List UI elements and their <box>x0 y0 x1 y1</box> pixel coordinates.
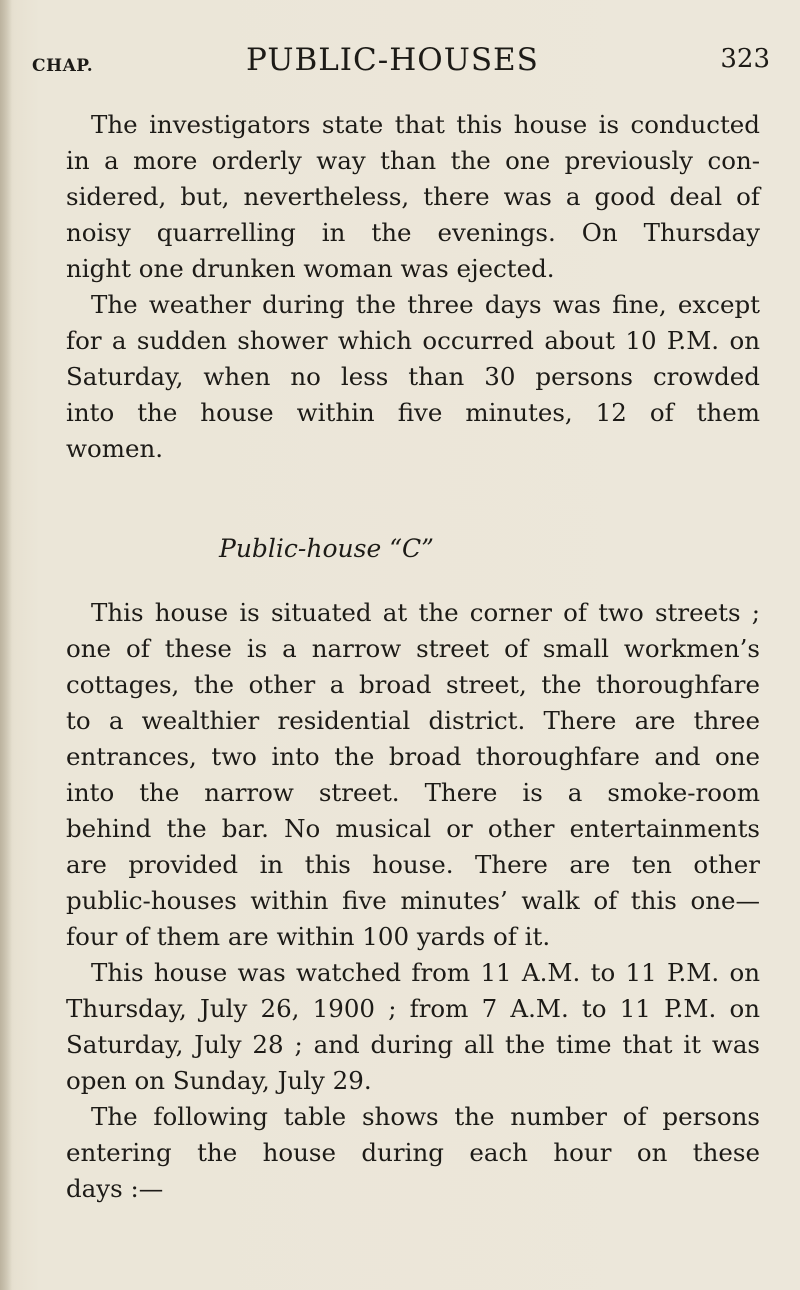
text-line: The weather during the three days was fine, except <box>91 290 760 319</box>
chapter-label: CHAP. <box>32 56 94 76</box>
gutter-shadow <box>0 0 12 1290</box>
text-line: cottages, the other a broad street, the thoroughfare <box>66 670 760 699</box>
text-line: days :— <box>66 1174 164 1203</box>
text-line: in a more orderly way than the one previously con- <box>66 146 760 175</box>
page-header <box>32 42 770 82</box>
text-line: open on Sunday, July 29. <box>66 1066 372 1095</box>
text-line: for a sudden shower which occurred about 10 P.M. on <box>66 326 760 355</box>
text-line: The following table shows the number of persons <box>91 1102 760 1131</box>
text-line: Saturday, July 28 ; and during all the time that it was <box>66 1030 760 1059</box>
running-title: PUBLIC-HOUSES <box>246 42 539 78</box>
text-line: sidered, but, nevertheless, there was a good deal of <box>66 182 760 211</box>
text-line: entrances, two into the broad thoroughfare and one <box>66 742 760 771</box>
text-line: women. <box>66 434 164 463</box>
text-line: into the narrow street. There is a smoke-room <box>66 778 760 807</box>
text-line: noisy quarrelling in the evenings. On Thursday <box>66 218 760 247</box>
section-subheading: Public-house “C” <box>219 534 434 563</box>
text-line: This house is situated at the corner of two streets ; <box>91 598 760 627</box>
text-line: into the house within five minutes, 12 of them <box>66 398 760 427</box>
text-line: entering the house during each hour on these <box>66 1138 760 1167</box>
text-line: night one drunken woman was ejected. <box>66 254 555 283</box>
text-line: to a wealthier residential district. There are three <box>66 706 760 735</box>
text-line: public-houses within five minutes’ walk of this one— <box>66 886 760 915</box>
text-line: behind the bar. No musical or other entertainments <box>66 814 760 843</box>
text-line: are provided in this house. There are ten other <box>66 850 760 879</box>
page-number: 323 <box>720 44 770 74</box>
text-line: Saturday, when no less than 30 persons crowded <box>66 362 760 391</box>
text-line: The investigators state that this house is conducted <box>91 110 760 139</box>
text-line: Thursday, July 26, 1900 ; from 7 A.M. to 11 P.M. on <box>66 994 760 1023</box>
text-line: four of them are within 100 yards of it. <box>66 922 551 951</box>
text-line: This house was watched from 11 A.M. to 11 P.M. on <box>91 958 760 987</box>
text-line: one of these is a narrow street of small workmen’s <box>66 634 760 663</box>
body-text <box>66 107 760 1207</box>
